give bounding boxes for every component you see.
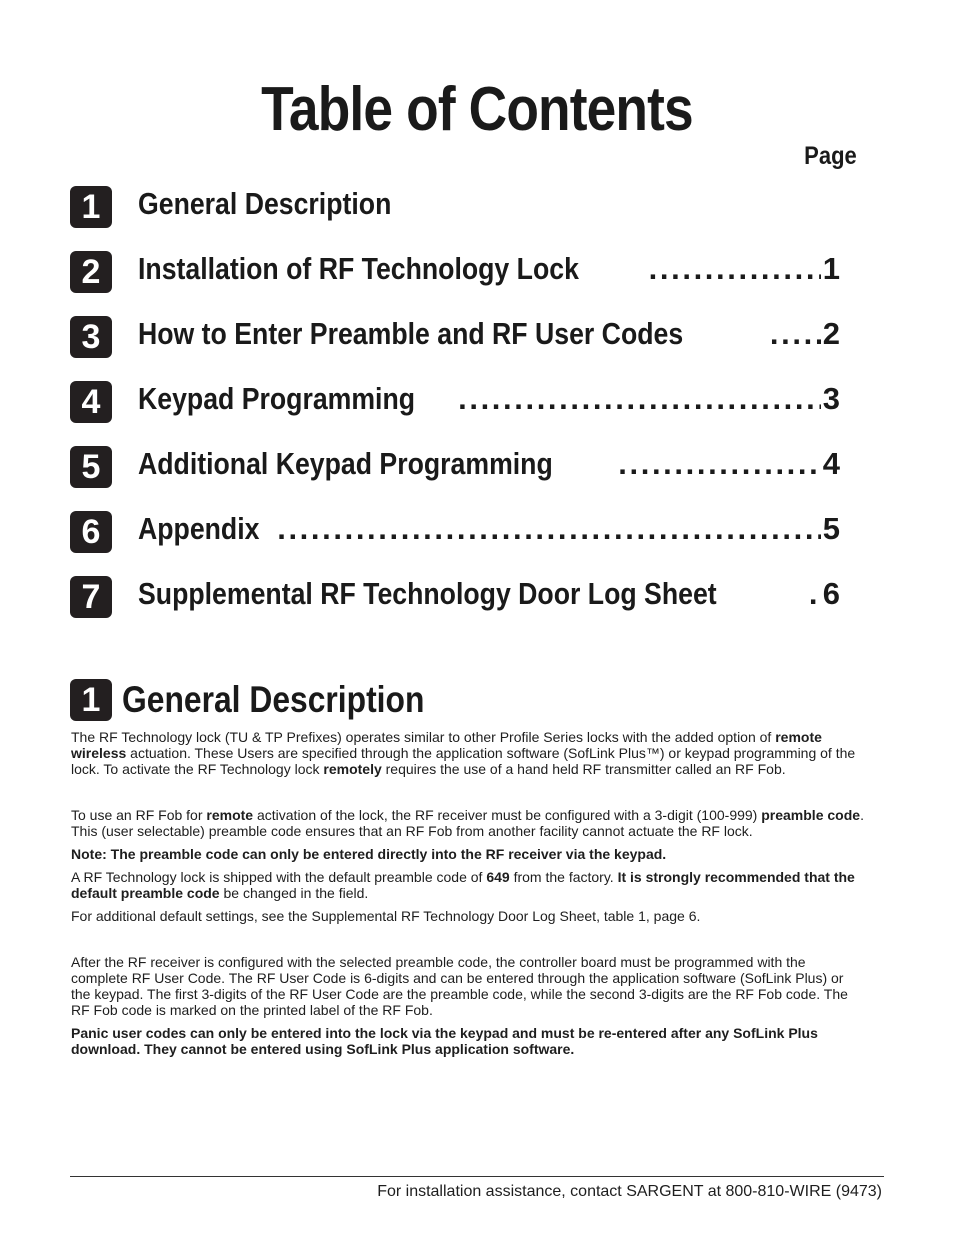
paragraph-preamble-code: To use an RF Fob for remote activation of the lock, the RF receiver must be configured with a 3-digit (100-999) preamble code. This (user selectable) preamble code ensures that an RF Fob from another facility cannot actuate the RF lock. — [71, 807, 864, 839]
toc-dot-leader — [649, 249, 821, 289]
toc-entry-label: General Description — [138, 186, 392, 221]
toc-entry-line — [138, 509, 840, 549]
toc-entry-label: Supplemental RF Technology Door Log Sheet — [138, 576, 717, 611]
toc-entry-label: Additional Keypad Programming — [138, 446, 553, 481]
toc-entry-line — [138, 314, 840, 354]
toc-entry-page: 6 — [822, 576, 840, 611]
toc-entry-page: 3 — [822, 381, 840, 416]
section-body — [71, 729, 866, 1064]
table-of-contents — [70, 182, 840, 637]
toc-entry-label: Keypad Programming — [138, 381, 416, 416]
section-number-badge: 4 — [70, 381, 112, 423]
paragraph-panic-codes: Panic user codes can only be entered into the lock via the keypad and must be re-entered after any SofLink Plus download. They cannot be entered using SofLink Plus application software. — [71, 1025, 818, 1057]
toc-dot-leader — [618, 444, 820, 484]
toc-entry-page: 5 — [822, 511, 840, 546]
section-number-badge: 3 — [70, 316, 112, 358]
toc-entry-line — [138, 379, 840, 419]
toc-entry-line — [138, 249, 840, 289]
paragraph-default-code: A RF Technology lock is shipped with the default preamble code of 649 from the factory. It is strongly recommended that the default preamble code be changed in the field. — [71, 869, 855, 901]
toc-entry-5[interactable] — [70, 442, 840, 507]
paragraph-rf-overview: The RF Technology lock (TU & TP Prefixes) operates similar to other Profile Series locks with the added option of remote wireless actuation. These Users are specified through the application software (SofLink Plus™) or keypad programming of the lock. To activate the RF Technology lock remotely requires the use of a hand held RF transmitter called an RF Fob. — [71, 729, 856, 777]
toc-dot-leader — [277, 509, 821, 549]
toc-entry-1[interactable] — [70, 182, 840, 247]
toc-entry-7[interactable] — [70, 572, 840, 637]
paragraph-user-code: After the RF receiver is configured with the selected preamble code, the controller board must be programmed with the complete RF User Code. The RF User Code is 6-digits and can be entered through the application software (SofLink Plus) or the keypad. The first 3-digits of the RF User Code are the preamble code, while the second 3-digits are the RF Fob code. The RF Fob code is marked on the printed label of the RF Fob. — [71, 954, 848, 1018]
toc-entry-3[interactable] — [70, 312, 840, 377]
paragraph-note: Note: The preamble code can only be entered directly into the RF receiver via the keypad. — [71, 846, 667, 862]
section-number-badge: 1 — [70, 679, 112, 721]
toc-entry-label: Appendix — [138, 511, 260, 546]
toc-dot-leader — [809, 574, 821, 614]
toc-entry-page: 4 — [822, 446, 840, 481]
section-number-badge: 6 — [70, 511, 112, 553]
footer-contact: For installation assistance, contact SARGENT at 800-810-WIRE (9473) — [377, 1183, 882, 1200]
toc-entry-page: 2 — [822, 316, 840, 351]
section-heading — [70, 678, 474, 722]
footer-divider — [70, 1176, 884, 1177]
toc-entry-label: Installation of RF Technology Lock — [138, 251, 579, 286]
section-number-badge: 5 — [70, 446, 112, 488]
paragraph-default-settings: For additional default settings, see the Supplemental RF Technology Door Log Sheet, table 1, page 6. — [71, 908, 701, 924]
toc-entry-6[interactable] — [70, 507, 840, 572]
section-number-badge: 2 — [70, 251, 112, 293]
section-title: General Description — [122, 679, 425, 720]
toc-entry-line — [138, 574, 840, 614]
toc-entry-label: How to Enter Preamble and RF User Codes — [138, 316, 684, 351]
toc-dot-leader — [770, 314, 821, 354]
toc-entry-page: 1 — [822, 251, 840, 286]
page-title: Table of Contents — [261, 75, 693, 144]
page-column-header: Page — [804, 142, 857, 170]
toc-entry-line — [138, 444, 840, 484]
section-number-badge: 7 — [70, 576, 112, 618]
toc-entry-4[interactable] — [70, 377, 840, 442]
toc-entry-2[interactable] — [70, 247, 840, 312]
toc-entry-line — [138, 184, 840, 224]
toc-dot-leader — [458, 379, 821, 419]
section-number-badge: 1 — [70, 186, 112, 228]
